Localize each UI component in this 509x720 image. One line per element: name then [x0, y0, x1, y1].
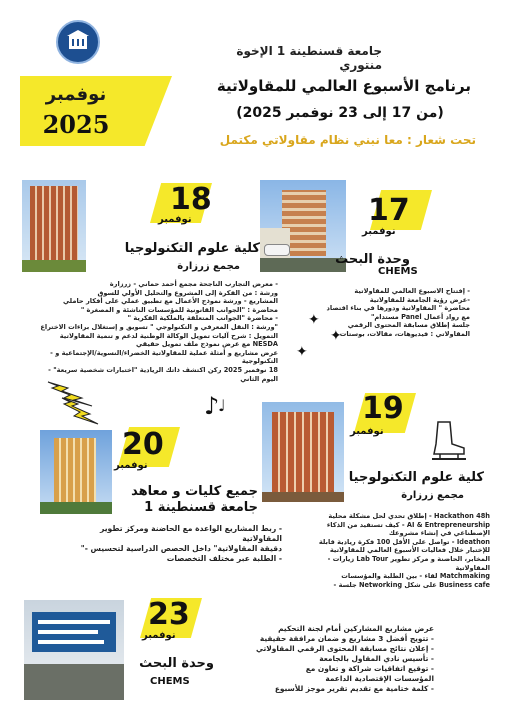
list-item: المخابر، الحاضنة و مركز تطوير Lab Tour زيارات -	[327, 554, 490, 563]
day18-month: نوفمبر	[158, 214, 192, 225]
day20-month: نوفمبر	[114, 460, 148, 471]
list-item: - إفتتاح الاسبوع العالمي للمقاولاتية	[354, 287, 470, 295]
photo-university-tower	[40, 430, 112, 514]
day23-program	[228, 624, 434, 694]
sparkle-icon: ✦	[296, 344, 308, 360]
list-item: - الطلبة عبر مختلف التخصصات	[166, 554, 282, 563]
day20-number: 20	[122, 427, 164, 462]
building-icon	[58, 22, 98, 62]
list-item: عرض مشاريع و أمثلة عملية للمقاولاتية الخضراء/النسوية/الإجتماعية و -	[50, 348, 278, 357]
day19-venue: كلية علوم التكنولوجيا	[348, 470, 484, 485]
day20-program	[60, 524, 282, 564]
day23-sub: CHEMS	[150, 676, 190, 687]
day17-number: 17	[368, 193, 410, 228]
list-item: التكنولوجية	[241, 357, 278, 366]
program-dates: (من 17 إلى 23 نوفمبر 2025)	[236, 105, 444, 121]
list-item: المقاولاتية	[242, 534, 282, 543]
list-item: - معرض التجارب الناجحة مجمع أحمد حماني - زرزارة	[109, 280, 278, 288]
day19-sub: مجمع زرزارة	[401, 490, 464, 501]
list-item: Ideathon - تواصل على الأقل 100 فكرة ريادية قابلة	[318, 537, 490, 546]
photo-tech-faculty-wide	[262, 402, 344, 502]
day17-program	[276, 287, 470, 339]
day19-program	[276, 512, 490, 589]
university-name: جامعة قسنطينة 1 الإخوة منتوري	[236, 44, 382, 72]
day17-sub: CHEMS	[378, 266, 418, 277]
list-item: للإختبار خلال فعاليات الأسبوع العالمي للمقاولاتية	[329, 546, 490, 555]
list-item: محاضرة " المقاولاتية ودورها في بناء اقتصاد	[326, 304, 470, 313]
list-item: المقاولاتية	[455, 563, 490, 572]
list-item: محاضرة : "الجوانب القانونية للمؤسسات الناشئة و المصغرة "	[80, 305, 278, 314]
photo-tech-faculty-tower	[22, 180, 86, 272]
list-item: - محاضرة "الجوانب المتعلقة بالملكية الفكرية "	[127, 314, 278, 323]
list-item: ورشة : من الفكرة إلى المشروع والتحليل الأولي للسوق	[97, 288, 278, 297]
lightning-icon	[60, 396, 100, 426]
list-item: - تأسيس نادي المقاول بالجامعة	[319, 654, 434, 663]
day18-venue: كلية علوم التكنولوجيا	[124, 241, 260, 256]
year-badge-label: 2025	[42, 110, 110, 139]
day23-month: نوفمبر	[142, 630, 176, 641]
list-item: - ربط المشاريع الواعدة مع الحاضنة ومركز تطوير	[99, 524, 282, 533]
list-item: عرض مشاريع المشاركين أمام لجنة التحكيم	[278, 624, 434, 633]
photo-research-unit-sign	[24, 600, 124, 700]
day23-number: 23	[148, 597, 190, 632]
day20-venue: جميع كليات و معاهد	[131, 484, 258, 499]
day19-month: نوفمبر	[350, 426, 384, 437]
list-item: اليوم الثاني	[240, 374, 278, 383]
ice-skate-icon	[428, 418, 468, 462]
sparkle-icon: ✦	[330, 328, 342, 344]
month-badge-label: نوفمبر	[45, 84, 107, 105]
list-item: Matchmaking لقاء - بين الطلبة والمؤسسات	[341, 572, 490, 581]
list-item: دقيقة المقاولاتية" داخل الحصص الدراسية لتحسيس -"	[80, 544, 282, 553]
list-item: مع رواد أعمال Panel مستدام"	[370, 312, 470, 321]
day18-number: 18	[170, 182, 212, 217]
list-item: "ورشة : النقل المعرفي و التكنولوجي " تسويق و إستغلال براءات الاختراع	[40, 322, 278, 331]
university-logo	[56, 20, 100, 64]
slogan: تحت شعار : معا نبني نظام مقاولاتي مكتمل	[219, 133, 476, 147]
list-item: جلسة إطلاق مسابقة المحتوى الرقمي	[347, 321, 470, 330]
day17-month: نوفمبر	[362, 226, 396, 237]
list-item: - إعلان نتائج مسابقة المحتوى الرقمي المقاولاتي	[255, 644, 434, 653]
program-title: برنامج الأسبوع العالمي للمقاولاتية	[216, 77, 471, 95]
list-item: NESDA مع عرض نموذج ملف تمويل حقيقي	[136, 340, 278, 349]
list-item: -عرض رؤية الجامعة للمقاولاتية	[369, 295, 470, 304]
day18-sub: مجمع زرزارة	[177, 261, 240, 272]
list-item: الإصطناعي في إنشاء مشروعك	[388, 529, 490, 538]
list-item: - تتويج أفضل 3 مشاريع و ضمان مرافقة حقيقية	[259, 634, 434, 643]
day20-sub: جامعة قسنطينة 1	[144, 500, 258, 515]
list-item: المشاريع - ورشة نموذج الأعمال مع تطبيق عملي على أفكار حاملي	[63, 297, 278, 306]
day19-number: 19	[362, 391, 404, 426]
list-item: - توقيع اتفاقيات شراكة و تعاون مع	[305, 664, 434, 673]
day18-program	[20, 280, 278, 383]
list-item: - كلمة ختامية مع تقديم تقرير موجز للأسبوع	[274, 684, 434, 693]
list-item: التمويل : شرح آليات تمويل الوكالة الوطنية لدعم و تنمية المقاولاتية	[59, 331, 278, 340]
list-item: المؤسسات الإقتصادية الداعمة	[325, 674, 434, 683]
list-item: AI & Entrepreneurship - كيف تستفيد من الذكاء	[326, 520, 490, 529]
day23-venue: وحدة البحث	[139, 656, 214, 671]
music-note-icon: ♪	[204, 392, 220, 420]
list-item: المقاولاتي : فيديوهات، مقالات، بوستات	[339, 329, 470, 338]
sparkle-icon: ✦	[308, 312, 320, 328]
list-item: Business cafe على شكل Networking جلسة -	[333, 580, 490, 589]
day17-venue: وحدة البحث	[335, 252, 410, 267]
list-item: Hackathon 48h - إطلاق تحدي لحل مشكلة محلية	[328, 512, 490, 520]
list-item: 18 نوفمبر 2025 ركن اكتشف ذاتك الريادية "اختبارات شخصية سريعة" -	[48, 365, 278, 374]
music-note-icon: ♩	[218, 396, 226, 415]
